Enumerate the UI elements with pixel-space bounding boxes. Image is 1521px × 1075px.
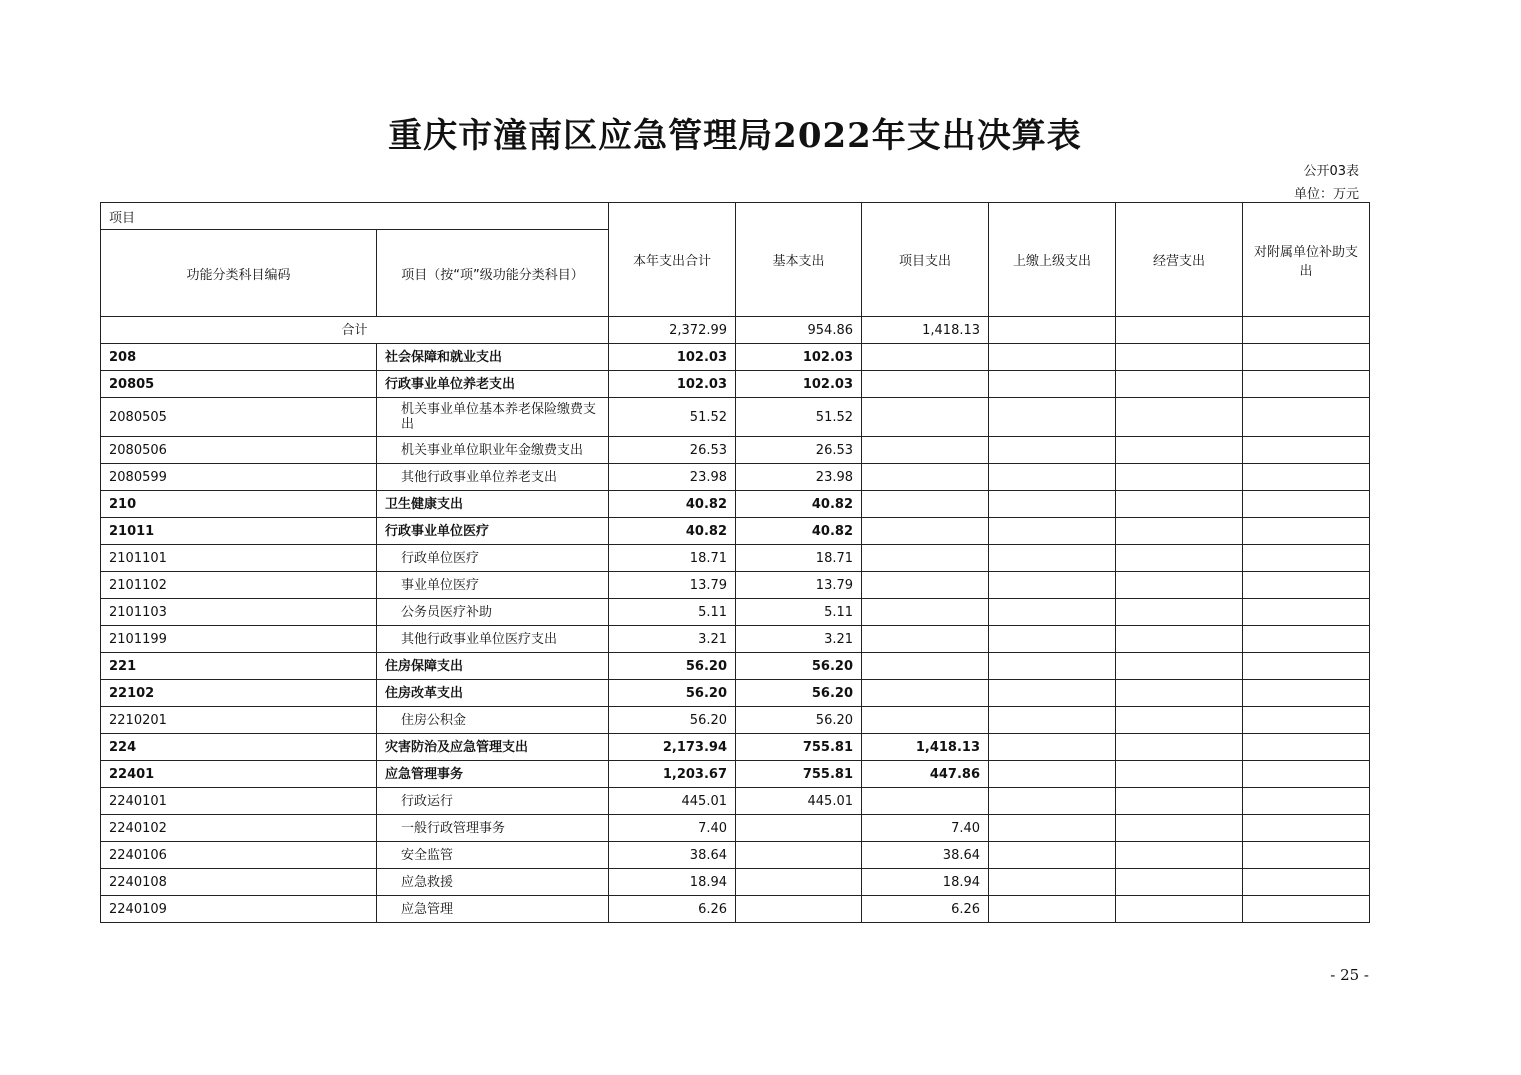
table-row bbox=[101, 626, 1370, 653]
header-total: 本年支出合计 bbox=[609, 203, 736, 317]
row-subsidy bbox=[1243, 518, 1370, 545]
table-row bbox=[101, 680, 1370, 707]
table-row bbox=[101, 869, 1370, 896]
row-code: 2210201 bbox=[101, 707, 377, 734]
row-business bbox=[1116, 707, 1243, 734]
row-name: 社会保障和就业支出 bbox=[377, 344, 609, 371]
row-business bbox=[1116, 896, 1243, 923]
row-basic: 3.21 bbox=[736, 626, 862, 653]
row-business bbox=[1116, 869, 1243, 896]
row-project bbox=[862, 572, 989, 599]
row-business bbox=[1116, 464, 1243, 491]
row-total: 7.40 bbox=[609, 815, 736, 842]
row-project bbox=[862, 707, 989, 734]
row-business bbox=[1116, 344, 1243, 371]
row-upper bbox=[989, 869, 1116, 896]
row-total: 56.20 bbox=[609, 707, 736, 734]
row-project: 6.26 bbox=[862, 896, 989, 923]
row-code: 2240108 bbox=[101, 869, 377, 896]
row-business bbox=[1116, 842, 1243, 869]
row-business bbox=[1116, 788, 1243, 815]
total-cell-basic: 954.86 bbox=[736, 317, 862, 344]
table-row bbox=[101, 572, 1370, 599]
page-number: - 25 - bbox=[1330, 966, 1369, 984]
row-code: 2101103 bbox=[101, 599, 377, 626]
row-project bbox=[862, 437, 989, 464]
row-upper bbox=[989, 680, 1116, 707]
row-code: 221 bbox=[101, 653, 377, 680]
row-name: 公务员医疗补助 bbox=[377, 599, 609, 626]
header-project: 项目支出 bbox=[862, 203, 989, 317]
row-name: 一般行政管理事务 bbox=[377, 815, 609, 842]
row-business bbox=[1116, 371, 1243, 398]
table-row bbox=[101, 371, 1370, 398]
row-basic: 102.03 bbox=[736, 344, 862, 371]
row-code: 2240109 bbox=[101, 896, 377, 923]
row-subsidy bbox=[1243, 599, 1370, 626]
total-cell-project: 1,418.13 bbox=[862, 317, 989, 344]
row-code: 210 bbox=[101, 491, 377, 518]
row-name: 行政事业单位医疗 bbox=[377, 518, 609, 545]
header-subsidy: 对附属单位补助支出 bbox=[1243, 203, 1370, 317]
row-total: 102.03 bbox=[609, 344, 736, 371]
row-code: 2080506 bbox=[101, 437, 377, 464]
row-total: 18.94 bbox=[609, 869, 736, 896]
row-code: 224 bbox=[101, 734, 377, 761]
row-business bbox=[1116, 680, 1243, 707]
row-basic bbox=[736, 842, 862, 869]
row-project bbox=[862, 344, 989, 371]
row-total: 102.03 bbox=[609, 371, 736, 398]
row-subsidy bbox=[1243, 788, 1370, 815]
row-code: 208 bbox=[101, 344, 377, 371]
table-row bbox=[101, 398, 1370, 437]
table-row bbox=[101, 788, 1370, 815]
header-business: 经营支出 bbox=[1116, 203, 1243, 317]
table-row bbox=[101, 896, 1370, 923]
header-basic: 基本支出 bbox=[736, 203, 862, 317]
table-row bbox=[101, 599, 1370, 626]
row-business bbox=[1116, 545, 1243, 572]
row-code: 2080505 bbox=[101, 398, 377, 437]
table-row bbox=[101, 464, 1370, 491]
row-project: 38.64 bbox=[862, 842, 989, 869]
total-cell-business bbox=[1116, 317, 1243, 344]
table-row bbox=[101, 344, 1370, 371]
row-total: 1,203.67 bbox=[609, 761, 736, 788]
row-subsidy bbox=[1243, 653, 1370, 680]
row-code: 2101199 bbox=[101, 626, 377, 653]
row-business bbox=[1116, 437, 1243, 464]
row-project: 7.40 bbox=[862, 815, 989, 842]
row-code: 2101101 bbox=[101, 545, 377, 572]
row-upper bbox=[989, 896, 1116, 923]
unit-label: 单位：万元 bbox=[1293, 187, 1359, 202]
row-upper bbox=[989, 572, 1116, 599]
header-code: 功能分类科目编码 bbox=[101, 230, 377, 317]
row-name: 住房公积金 bbox=[377, 707, 609, 734]
row-subsidy bbox=[1243, 896, 1370, 923]
row-name: 应急管理事务 bbox=[377, 761, 609, 788]
row-name: 行政事业单位养老支出 bbox=[377, 371, 609, 398]
table-row bbox=[101, 545, 1370, 572]
row-basic: 5.11 bbox=[736, 599, 862, 626]
row-upper bbox=[989, 437, 1116, 464]
row-project bbox=[862, 545, 989, 572]
row-name: 行政运行 bbox=[377, 788, 609, 815]
row-subsidy bbox=[1243, 626, 1370, 653]
row-subsidy bbox=[1243, 734, 1370, 761]
row-code: 22102 bbox=[101, 680, 377, 707]
row-upper bbox=[989, 707, 1116, 734]
row-total: 18.71 bbox=[609, 545, 736, 572]
row-basic: 18.71 bbox=[736, 545, 862, 572]
row-basic: 40.82 bbox=[736, 518, 862, 545]
row-code: 21011 bbox=[101, 518, 377, 545]
row-upper bbox=[989, 398, 1116, 437]
row-basic: 13.79 bbox=[736, 572, 862, 599]
table-row bbox=[101, 491, 1370, 518]
row-project bbox=[862, 680, 989, 707]
total-cell-total: 2,372.99 bbox=[609, 317, 736, 344]
table-row bbox=[101, 734, 1370, 761]
row-upper bbox=[989, 815, 1116, 842]
row-name: 应急救援 bbox=[377, 869, 609, 896]
row-project bbox=[862, 398, 989, 437]
total-row bbox=[101, 317, 1370, 344]
row-business bbox=[1116, 815, 1243, 842]
row-subsidy bbox=[1243, 464, 1370, 491]
row-total: 56.20 bbox=[609, 653, 736, 680]
row-basic bbox=[736, 896, 862, 923]
row-name: 机关事业单位职业年金缴费支出 bbox=[377, 437, 609, 464]
row-subsidy bbox=[1243, 869, 1370, 896]
total-cell-subsidy bbox=[1243, 317, 1370, 344]
row-subsidy bbox=[1243, 437, 1370, 464]
row-basic: 755.81 bbox=[736, 734, 862, 761]
row-business bbox=[1116, 626, 1243, 653]
page-title: 重庆市潼南区应急管理局2022年支出决算表 bbox=[388, 116, 1082, 156]
row-basic bbox=[736, 815, 862, 842]
row-subsidy bbox=[1243, 842, 1370, 869]
row-upper bbox=[989, 599, 1116, 626]
row-code: 2240106 bbox=[101, 842, 377, 869]
row-business bbox=[1116, 599, 1243, 626]
row-project: 18.94 bbox=[862, 869, 989, 896]
row-subsidy bbox=[1243, 371, 1370, 398]
row-total: 23.98 bbox=[609, 464, 736, 491]
row-code: 2240102 bbox=[101, 815, 377, 842]
row-basic: 445.01 bbox=[736, 788, 862, 815]
row-code: 2080599 bbox=[101, 464, 377, 491]
header-project-group: 项目 bbox=[101, 203, 609, 230]
header-name: 项目（按“项”级功能分类科目） bbox=[377, 230, 609, 317]
row-subsidy bbox=[1243, 707, 1370, 734]
row-business bbox=[1116, 734, 1243, 761]
row-total: 13.79 bbox=[609, 572, 736, 599]
row-name: 其他行政事业单位医疗支出 bbox=[377, 626, 609, 653]
row-total: 2,173.94 bbox=[609, 734, 736, 761]
table-row bbox=[101, 761, 1370, 788]
row-business bbox=[1116, 653, 1243, 680]
row-subsidy bbox=[1243, 572, 1370, 599]
row-subsidy bbox=[1243, 761, 1370, 788]
row-total: 5.11 bbox=[609, 599, 736, 626]
row-upper bbox=[989, 464, 1116, 491]
row-upper bbox=[989, 734, 1116, 761]
row-basic: 56.20 bbox=[736, 653, 862, 680]
row-upper bbox=[989, 518, 1116, 545]
row-upper bbox=[989, 788, 1116, 815]
row-subsidy bbox=[1243, 344, 1370, 371]
row-total: 40.82 bbox=[609, 518, 736, 545]
row-name: 事业单位医疗 bbox=[377, 572, 609, 599]
row-code: 2101102 bbox=[101, 572, 377, 599]
row-upper bbox=[989, 626, 1116, 653]
row-total: 56.20 bbox=[609, 680, 736, 707]
row-total: 445.01 bbox=[609, 788, 736, 815]
row-upper bbox=[989, 491, 1116, 518]
row-name: 卫生健康支出 bbox=[377, 491, 609, 518]
row-project: 447.86 bbox=[862, 761, 989, 788]
row-basic: 755.81 bbox=[736, 761, 862, 788]
row-project bbox=[862, 371, 989, 398]
row-basic: 26.53 bbox=[736, 437, 862, 464]
row-basic: 56.20 bbox=[736, 707, 862, 734]
row-basic: 56.20 bbox=[736, 680, 862, 707]
row-project bbox=[862, 518, 989, 545]
table-row bbox=[101, 518, 1370, 545]
row-project bbox=[862, 626, 989, 653]
row-basic: 102.03 bbox=[736, 371, 862, 398]
row-upper bbox=[989, 842, 1116, 869]
row-name: 行政单位医疗 bbox=[377, 545, 609, 572]
table-code: 公开03表 bbox=[1303, 164, 1359, 179]
row-upper bbox=[989, 761, 1116, 788]
row-upper bbox=[989, 344, 1116, 371]
table-row bbox=[101, 707, 1370, 734]
row-business bbox=[1116, 398, 1243, 437]
row-name: 其他行政事业单位养老支出 bbox=[377, 464, 609, 491]
row-business bbox=[1116, 761, 1243, 788]
row-subsidy bbox=[1243, 491, 1370, 518]
row-project: 1,418.13 bbox=[862, 734, 989, 761]
row-basic: 51.52 bbox=[736, 398, 862, 437]
row-total: 38.64 bbox=[609, 842, 736, 869]
row-project bbox=[862, 653, 989, 680]
row-business bbox=[1116, 491, 1243, 518]
row-business bbox=[1116, 518, 1243, 545]
row-upper bbox=[989, 653, 1116, 680]
row-basic: 23.98 bbox=[736, 464, 862, 491]
row-code: 2240101 bbox=[101, 788, 377, 815]
row-subsidy bbox=[1243, 398, 1370, 437]
row-basic: 40.82 bbox=[736, 491, 862, 518]
row-upper bbox=[989, 371, 1116, 398]
row-subsidy bbox=[1243, 545, 1370, 572]
row-name: 住房改革支出 bbox=[377, 680, 609, 707]
total-label: 合计 bbox=[101, 317, 609, 344]
row-subsidy bbox=[1243, 815, 1370, 842]
row-total: 51.52 bbox=[609, 398, 736, 437]
row-business bbox=[1116, 572, 1243, 599]
row-name: 机关事业单位基本养老保险缴费支出 bbox=[377, 398, 609, 437]
table-row bbox=[101, 815, 1370, 842]
row-name: 应急管理 bbox=[377, 896, 609, 923]
row-name: 住房保障支出 bbox=[377, 653, 609, 680]
row-project bbox=[862, 599, 989, 626]
row-subsidy bbox=[1243, 680, 1370, 707]
table-row bbox=[101, 842, 1370, 869]
row-total: 26.53 bbox=[609, 437, 736, 464]
row-name: 安全监管 bbox=[377, 842, 609, 869]
total-cell-upper bbox=[989, 317, 1116, 344]
row-code: 22401 bbox=[101, 761, 377, 788]
row-total: 3.21 bbox=[609, 626, 736, 653]
header-upper: 上缴上级支出 bbox=[989, 203, 1116, 317]
row-project bbox=[862, 464, 989, 491]
row-project bbox=[862, 788, 989, 815]
table-row bbox=[101, 653, 1370, 680]
row-project bbox=[862, 491, 989, 518]
row-basic bbox=[736, 869, 862, 896]
expenditure-table bbox=[100, 202, 1370, 923]
row-total: 40.82 bbox=[609, 491, 736, 518]
row-total: 6.26 bbox=[609, 896, 736, 923]
row-code: 20805 bbox=[101, 371, 377, 398]
row-name: 灾害防治及应急管理支出 bbox=[377, 734, 609, 761]
row-upper bbox=[989, 545, 1116, 572]
table-row bbox=[101, 437, 1370, 464]
